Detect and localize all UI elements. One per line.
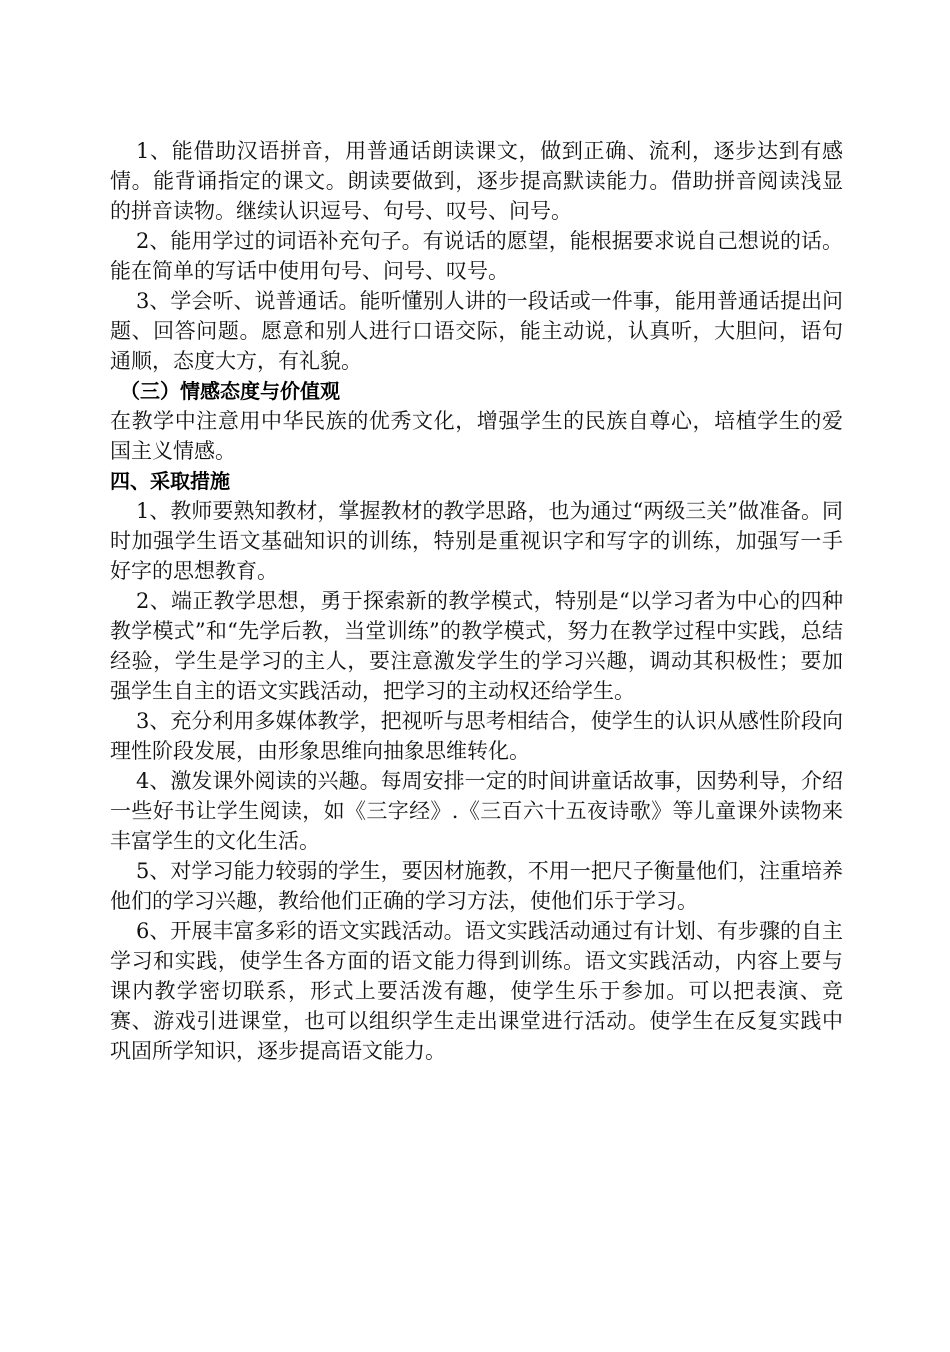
measure-paragraph-5: 5、对学习能力较弱的学生，要因材施教，不用一把尺子衡量他们，注重培养他们的学习兴趣，教给他们正确的学习方法，使他们乐于学习。 <box>110 859 843 913</box>
emotion-section-heading: （三）情感态度与价值观 <box>120 379 340 403</box>
document-page <box>110 136 843 1066</box>
ability-paragraph-1: 1、能借助汉语拼音，用普通话朗读课文，做到正确、流利，逐步达到有感情。能背诵指定的课文。朗读要做到，逐步提高默读能力。借助拼音阅读浅显的拼音读物。继续认识逗号、句号、叹号、问号。 <box>110 139 843 223</box>
emotion-paragraph: 在教学中注意用中华民族的优秀文化，增强学生的民族自尊心，培植学生的爱国主义情感。 <box>110 409 843 463</box>
measures-section-heading: 四、采取措施 <box>110 469 230 493</box>
measure-paragraph-2: 2、端正教学思想，勇于探索新的教学模式，特别是“以学习者为中心的四种教学模式”和“先学后教，当堂训练”的教学模式，努力在教学过程中实践，总结经验，学生是学习的主人，要注意激发学生的学习兴趣，调动其积极性；要加强学生自主的语文实践活动，把学习的主动权还给学生。 <box>110 589 843 703</box>
measure-paragraph-4: 4、激发课外阅读的兴趣。每周安排一定的时间讲童话故事，因势利导，介绍一些好书让学生阅读，如《三字经》.《三百六十五夜诗歌》等儿童课外读物来丰富学生的文化生活。 <box>110 769 843 853</box>
ability-paragraph-3: 3、学会听、说普通话。能听懂别人讲的一段话或一件事，能用普通话提出问题、回答问题。愿意和别人进行口语交际，能主动说，认真听，大胆问，语句通顺，态度大方，有礼貌。 <box>110 289 843 373</box>
measure-paragraph-1: 1、教师要熟知教材，掌握教材的教学思路，也为通过“两级三关”做准备。同时加强学生语文基础知识的训练，特别是重视识字和写字的训练，加强写一手好字的思想教育。 <box>110 499 843 583</box>
measure-paragraph-6: 6、开展丰富多彩的语文实践活动。语文实践活动通过有计划、有步骤的自主学习和实践，使学生各方面的语文能力得到训练。语文实践活动，内容上要与课内教学密切联系，形式上要活泼有趣，使学生乐于参加。可以把表演、竞赛、游戏引进课堂，也可以组织学生走出课堂进行活动。使学生在反复实践中巩固所学知识，逐步提高语文能力。 <box>110 919 843 1063</box>
ability-paragraph-2: 2、能用学过的词语补充句子。有说话的愿望，能根据要求说自己想说的话。能在简单的写话中使用句号、问号、叹号。 <box>110 229 843 283</box>
measure-paragraph-3: 3、充分利用多媒体教学，把视听与思考相结合，使学生的认识从感性阶段向理性阶段发展，由形象思维向抽象思维转化。 <box>110 709 843 763</box>
